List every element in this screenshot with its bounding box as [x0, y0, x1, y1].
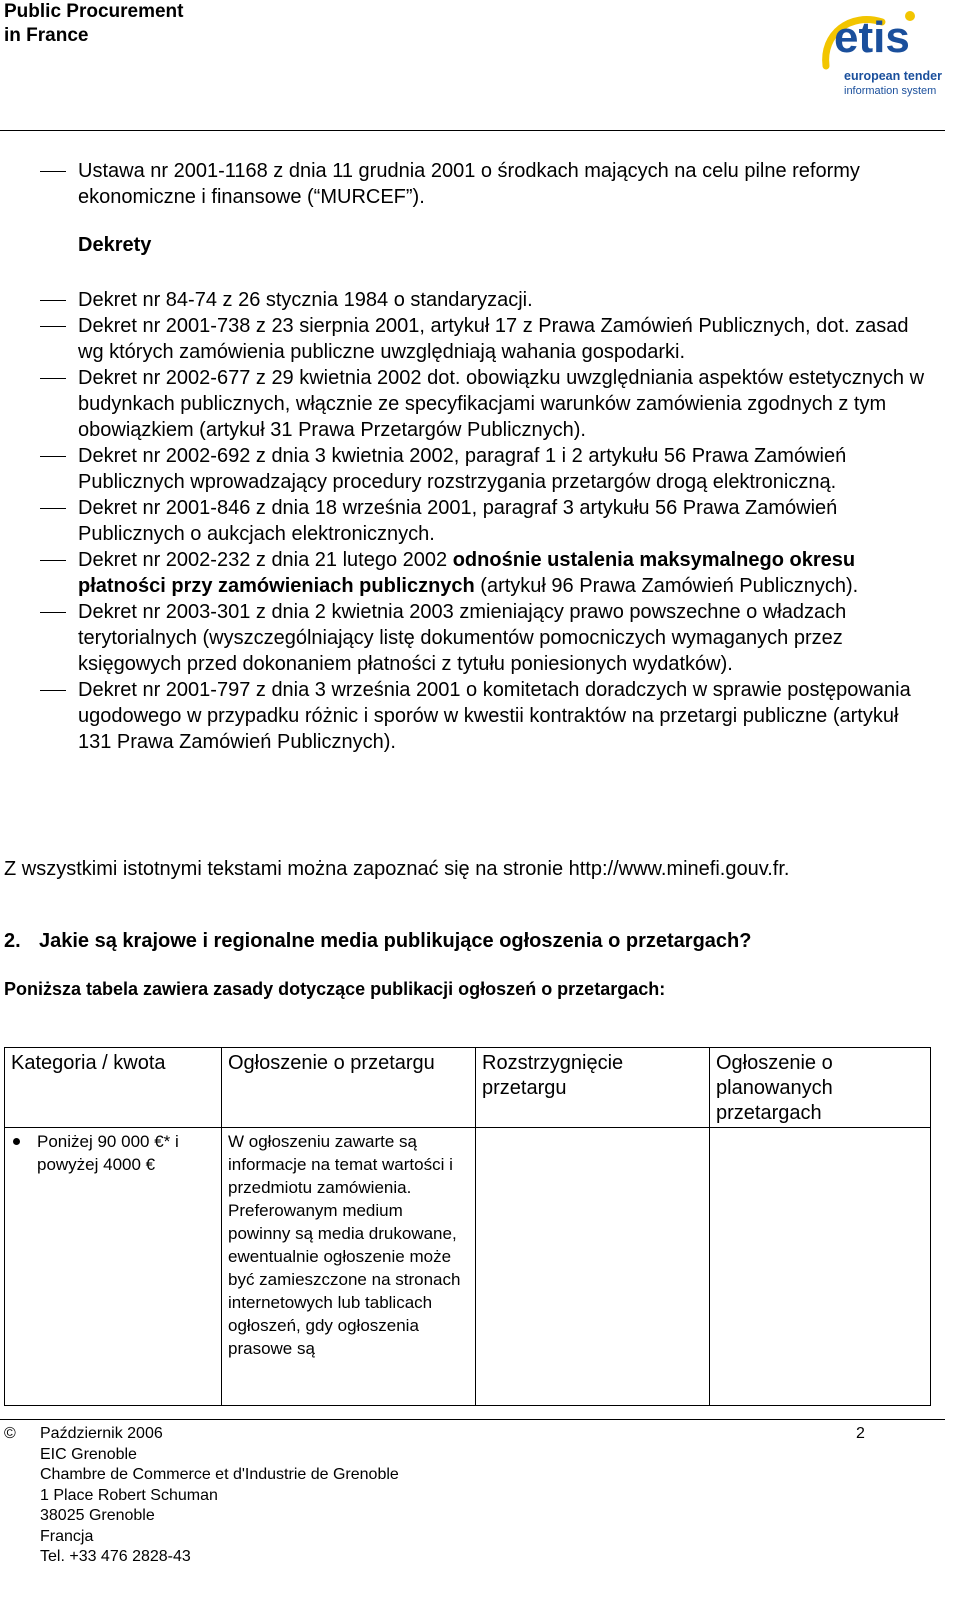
notice-text: W ogłoszeniu zawarte są informacje na temat wartości i przedmiotu zamówienia. Preferowanym medium powinny są media drukowane, ewentualnie ogłoszenie może być zamieszczone na stronach internetowych lub tablicach ogłoszeń, gdy ogłoszenia prasowe są	[228, 1132, 461, 1358]
footer	[4, 1424, 399, 1568]
award-cell	[476, 1128, 710, 1406]
table-intro: Poniższa tabela zawiera zasady dotyczące publikacji ogłoszeń o przetargach:	[4, 979, 666, 999]
law-item: Ustawa nr 2001-1168 z dnia 11 grudnia 2001 o środkach mających na celu pilne reformy ekonomiczne i finansowe (“MURCEF”).	[0, 158, 930, 210]
copyright-symbol: ©	[4, 1425, 16, 1442]
header-title-line-2: in France	[4, 25, 89, 46]
table-header-cell: Ogłoszenie o planowanych przetargach	[710, 1048, 931, 1128]
table-header-cell: Ogłoszenie o przetargu	[222, 1048, 476, 1128]
logo-subtitle-line-1: european tender	[844, 69, 942, 83]
publication-rules-table	[4, 1047, 931, 1406]
document-header-title	[4, 0, 184, 48]
decree-item: Dekret nr 2002-677 z 29 kwietnia 2002 dot. obowiązku uwzględniania aspektów estetycznych w budynkach publicznych, włącznie ze specyfikacjami warunków zamówienia zgodnych z tym obowiązkiem (artykuł 31 Prawa Przetargów Publicznych).	[0, 365, 930, 443]
decree-item: Dekret nr 84-74 z 26 stycznia 1984 o standaryzacji.	[0, 287, 930, 313]
decree-item: Dekret nr 2001-797 z dnia 3 września 2001 o komitetach doradczych w sprawie postępowania ugodowego w przypadku różnic i sporów w kwestii kontraktów na przetargi publiczne (artykuł 131 Prawa Zamówień Publicznych).	[0, 677, 930, 755]
decree-item: Dekret nr 2003-301 z dnia 2 kwietnia 2003 zmieniający prawo powszechne o władzach terytorialnych (wyszczególniający listę dokumentów pomocniczych wymaganych przez księgowych przed dokonaniem płatności z tytułu poniesionych wydatków).	[0, 599, 930, 677]
decree-item: Dekret nr 2001-846 z dnia 18 września 2001, paragraf 3 artykułu 56 Prawa Zamówień Publicznych o aukcjach elektronicznych.	[0, 495, 930, 547]
footer-address-line: Francja	[40, 1527, 94, 1545]
footer-address-line: 1 Place Robert Schuman	[40, 1486, 218, 1504]
footer-phone-line: Tel. +33 476 2828-43	[40, 1548, 191, 1565]
footer-date-line	[4, 1424, 399, 1445]
question-text: Jakie są krajowe i regionalne media publikujące ogłoszenia o przetargach?	[39, 930, 752, 952]
planned-cell	[710, 1128, 931, 1406]
decree-text: Dekret nr 2002-232 z dnia 21 lutego 2002	[78, 549, 453, 571]
footer-divider	[0, 1419, 945, 1420]
header-divider	[0, 130, 945, 131]
etis-logo	[820, 4, 960, 100]
decrees-heading: Dekrety	[78, 234, 152, 256]
table-header-cell: Rozstrzygnięcie przetargu	[476, 1048, 710, 1128]
question-heading	[4, 928, 751, 954]
notice-cell	[222, 1128, 476, 1406]
logo-subtitle-line-2: information system	[844, 85, 937, 97]
question-number: 2.	[4, 930, 21, 952]
summary-paragraph: Z wszystkimi istotnymi tekstami można zapoznać się na stronie http://www.minefi.gouv.fr.	[4, 858, 790, 880]
header-title-line-1: Public Procurement	[4, 1, 184, 22]
table-row	[5, 1128, 931, 1406]
decree-emphasis: odnośnie ustalenia maksymalnego okresu płatności przy zamówieniach publicznych	[78, 549, 856, 597]
decree-item: Dekret nr 2001-738 z 23 sierpnia 2001, artykuł 17 z Prawa Zamówień Publicznych, dot. zasad wg których zamówienia publiczne uwzględniają wahania gospodarki.	[0, 313, 930, 365]
category-cell	[5, 1128, 222, 1406]
category-text: Poniżej 90 000 €* i powyżej 4000 €	[37, 1132, 179, 1174]
footer-org-line: Chambre de Commerce et d'Industrie de Grenoble	[40, 1466, 399, 1483]
table-header-cell: Kategoria / kwota	[5, 1048, 222, 1128]
footer-org-line: EIC Grenoble	[40, 1445, 137, 1463]
decree-item	[0, 547, 930, 599]
decree-text: (artykuł 96 Prawa Zamówień Publicznych).	[474, 575, 859, 597]
table-header-row	[5, 1048, 931, 1128]
page-number: 2	[856, 1425, 865, 1442]
footer-address-line: 38025 Grenoble	[40, 1507, 155, 1524]
logo-word: etis	[834, 13, 910, 62]
law-list	[0, 158, 930, 210]
footer-date: Październik 2006	[40, 1425, 163, 1442]
decree-item: Dekret nr 2002-692 z dnia 3 kwietnia 2002, paragraf 1 i 2 artykułu 56 Prawa Zamówień Publicznych wprowadzający procedury rozstrzygania przetargów drogą elektroniczną.	[0, 443, 930, 495]
decree-list	[0, 287, 930, 755]
